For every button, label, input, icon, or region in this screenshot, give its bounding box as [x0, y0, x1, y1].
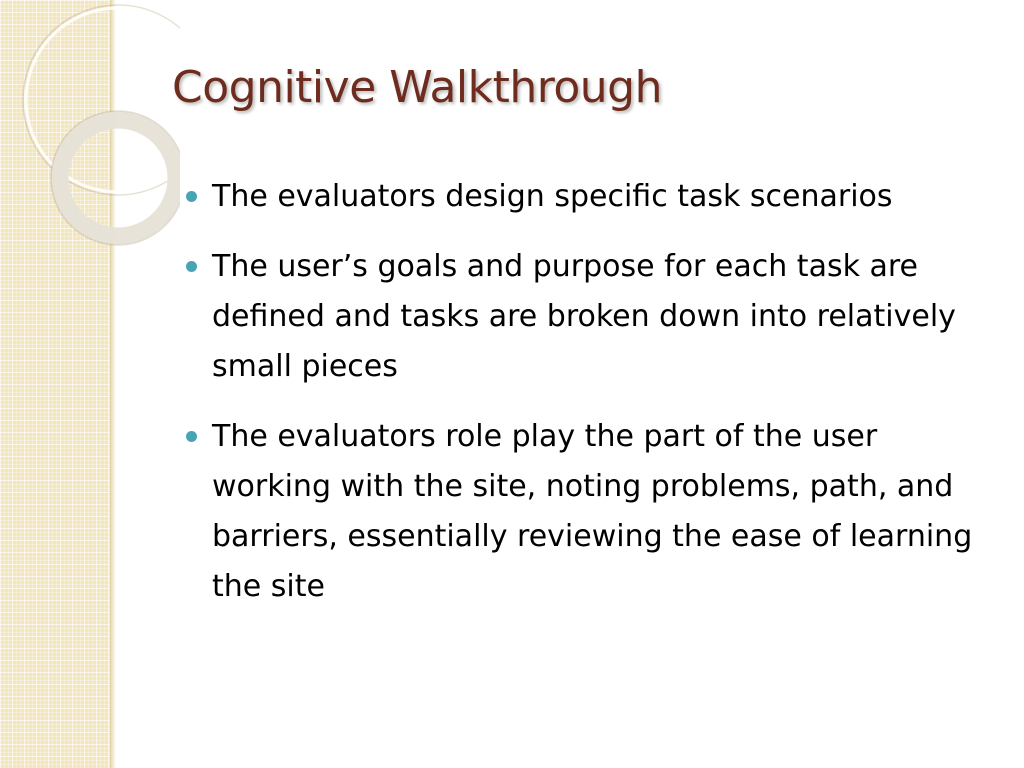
bullet-item: [186, 412, 1001, 612]
bullet-item: [186, 172, 1001, 222]
slide-title: Cognitive Walkthrough: [172, 62, 662, 113]
bullet-dot-icon: [186, 191, 197, 202]
small-ring: [60, 120, 176, 236]
bullet-item: [186, 242, 1001, 392]
bullet-text: The evaluators design specific task scenarios: [212, 179, 893, 214]
bullet-text: The evaluators role play the part of the user working with the site, noting problems, path, and barriers, essentially reviewing the ease of learning the site: [212, 419, 973, 604]
large-ring-shadow: [23, 5, 180, 195]
bullet-text: The user’s goals and purpose for each task are defined and tasks are broken down into relatively small pieces: [212, 249, 956, 384]
decorative-rings: [0, 0, 180, 260]
bullet-dot-icon: [186, 261, 197, 272]
bullet-list: [186, 172, 1001, 632]
bullet-dot-icon: [186, 431, 197, 442]
